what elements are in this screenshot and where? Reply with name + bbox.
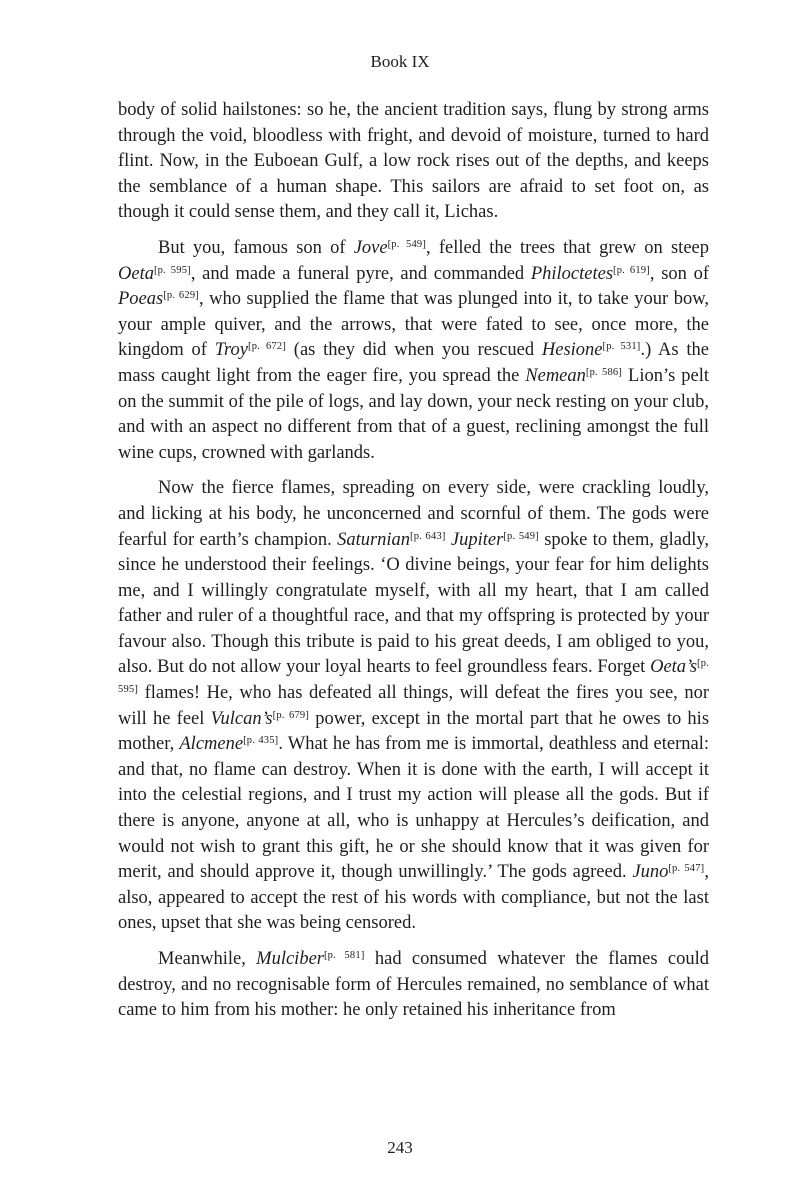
text-run: Lion’s pelt on the summit of the pile of logs, and lay down, your neck resting on your club, and with an aspect no different from that of a guest, reclining amongst the full wine cups, crowned with garlands. xyxy=(118,365,709,463)
proper-name: Vulcan’s xyxy=(210,708,273,729)
page-reference: [p. 531] xyxy=(602,341,641,353)
paragraph xyxy=(118,236,709,466)
text-run: (as they did when you rescued xyxy=(286,340,542,361)
page-reference: [p. 595] xyxy=(118,658,709,696)
text-run: spoke to them, gladly, since he understood their feelings. ‘O divine beings, your fear for him delights me, and I willingly congratulate myself, with all my heart, that I am called father and ruler of a thoughtful race, and that my offspring is protected by your favour also. Though this tribute is paid to his great deeds, I am obliged to you, also. But do not allow your loyal hearts to feel groundless fears. Forget xyxy=(118,529,710,678)
text-run: But you, famous son of xyxy=(158,237,354,258)
page-number: 243 xyxy=(387,1138,413,1157)
page-reference: [p. 595] xyxy=(153,264,191,276)
proper-name: Troy xyxy=(214,340,249,361)
text-run: power, except in the mortal part that he owes to his mother, xyxy=(118,708,710,755)
text-run: , and made a funeral pyre, and commanded xyxy=(190,263,531,284)
proper-name: Jove xyxy=(353,237,388,258)
proper-name: Jupiter xyxy=(450,529,504,550)
text-run: flames! He, who has defeated all things, will defeat the fires you see, nor will he feel xyxy=(118,683,709,729)
proper-name: Alcmene xyxy=(179,734,244,755)
proper-name: Philoctetes xyxy=(530,263,614,284)
page-reference: [p. 549] xyxy=(387,238,427,250)
paragraph xyxy=(118,98,709,226)
proper-name: Nemean xyxy=(525,365,586,386)
page-reference: [p. 643] xyxy=(410,530,446,542)
text-run: body of solid hailstones: so he, the ancient tradition says, flung by strong arms through the void, bloodless with fright, and devoid of moisture, turned to hard flint. Now, in the Euboean Gulf, a low rock rises out of the depths, and keeps the semblance of a human shape. This sailors are afraid to set foot on, as though it could sense them, and they call it, Lichas. xyxy=(118,100,709,223)
page-reference: [p. 672] xyxy=(248,341,287,353)
text-run: , felled the trees that grew on steep xyxy=(426,237,709,258)
paragraph xyxy=(118,476,709,937)
body-text xyxy=(118,98,709,1034)
paragraph xyxy=(118,947,709,1024)
text-run: , also, appeared to accept the rest of his words with compliance, but not the last ones, upset that she was being censored. xyxy=(118,862,709,934)
text-run: , son of xyxy=(649,263,709,284)
text-run: Meanwhile, xyxy=(158,949,257,969)
running-header: Book IX xyxy=(370,52,430,71)
text-run: . What he has from me is immortal, deathless and eternal: and that, no flame can destroy. When it is done with the earth, I will accept it into the celestial regions, and I trust my action will please all the gods. But if there is anyone, anyone at all, who is unhappy at Hercules’s deification, and would not wish to grant this gift, he or she should know that it was given for merit, and should approve it, though unwillingly.’ The gods agreed. xyxy=(118,734,710,883)
page-reference: [p. 629] xyxy=(163,290,199,302)
proper-name: Saturnian xyxy=(337,529,411,550)
text-run: .) As the mass caught light from the eager fire, you spread the xyxy=(118,340,709,386)
page-reference: [p. 679] xyxy=(272,709,310,721)
page-reference: [p. 549] xyxy=(503,530,539,542)
text-run: , who supplied the flame that was plunged into it, to take your bow, your ample quiver, and the arrows, that were fated to see, once more, the kingdom of xyxy=(118,289,710,361)
proper-name: Oeta xyxy=(118,263,154,284)
text-run: Now the fierce flames, spreading on every side, were crackling loudly, and licking at his body, he unconcerned and scornful of them. The gods were fearful for earth’s champion. xyxy=(118,478,709,550)
proper-name: Mulciber xyxy=(256,949,324,969)
text-run: had consumed whatever the flames could destroy, and no recognisable form of Hercules remained, no semblance of what came to him from his mother: he only retained his inheritance from xyxy=(118,949,709,1021)
proper-name: Hesione xyxy=(541,340,603,361)
page-reference: [p. 435] xyxy=(243,735,279,747)
page-reference: [p. 586] xyxy=(585,366,623,378)
page-reference: [p. 581] xyxy=(323,950,365,961)
proper-name: Oeta’s xyxy=(650,657,698,678)
page-reference: [p. 619] xyxy=(613,264,650,276)
proper-name: Poeas xyxy=(118,289,164,310)
proper-name: Juno xyxy=(632,862,669,883)
page-reference: [p. 547] xyxy=(668,863,705,875)
